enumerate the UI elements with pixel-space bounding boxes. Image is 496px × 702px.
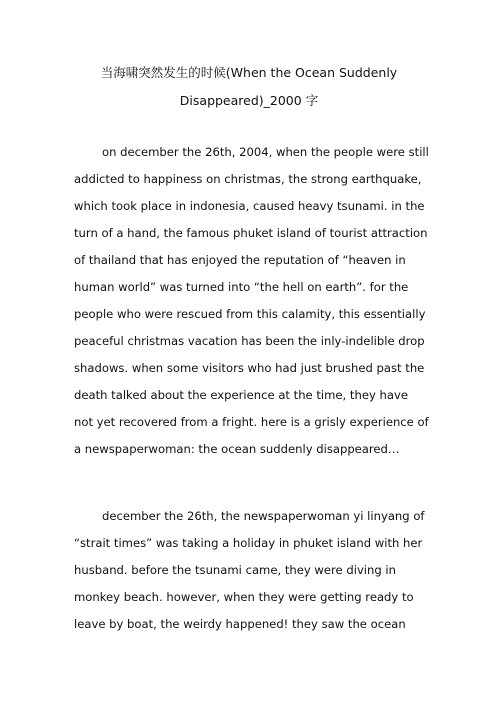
paragraph-line: shadows. when some visitors who had just brushed past the — [74, 361, 425, 375]
paragraph-line: people who were rescued from this calamity, this essentially — [74, 307, 426, 321]
paragraph-line: addicted to happiness on christmas, the strong earthquake, — [74, 172, 422, 186]
document-title — [64, 59, 434, 115]
title-line-2: Disappeared)_2000 字 — [179, 93, 319, 108]
paragraph-line: not yet recovered from a fright. here is a grisly experience of — [74, 415, 429, 429]
paragraph-line: leave by boat, the weirdy happened! they saw the ocean — [74, 617, 406, 631]
paragraph-line: december the 26th, the newspaperwoman yi linyang of — [102, 509, 425, 523]
paragraph-line: which took place in indonesia, caused heavy tsunami. in the — [74, 199, 425, 213]
paragraph-line: turn of a hand, the famous phuket island of tourist attraction — [74, 226, 428, 240]
paragraph-line: monkey beach. however, when they were getting ready to — [74, 590, 414, 604]
title-line-1: 当海啸突然发生的时候(When the Ocean Suddenly — [100, 65, 398, 80]
paragraph-line: a newspaperwoman: the ocean suddenly disappeared… — [74, 442, 400, 456]
paragraph-line: husband. before the tsunami came, they were diving in — [74, 563, 396, 577]
paragraph-line: on december the 26th, 2004, when the people were still — [102, 145, 429, 159]
paragraph-line: “strait times” was taking a holiday in phuket island with her — [74, 536, 423, 550]
paragraph-line: human world” was turned into “the hell on earth”. for the — [74, 280, 409, 294]
paragraph-line: peaceful christmas vacation has been the inly-indelible drop — [74, 334, 425, 348]
paragraph-line: death talked about the experience at the time, they have — [74, 388, 408, 402]
paragraph-1 — [74, 139, 434, 463]
paragraph-2 — [74, 503, 434, 638]
paragraph-line: of thailand that has enjoyed the reputation of “heaven in — [74, 253, 406, 267]
